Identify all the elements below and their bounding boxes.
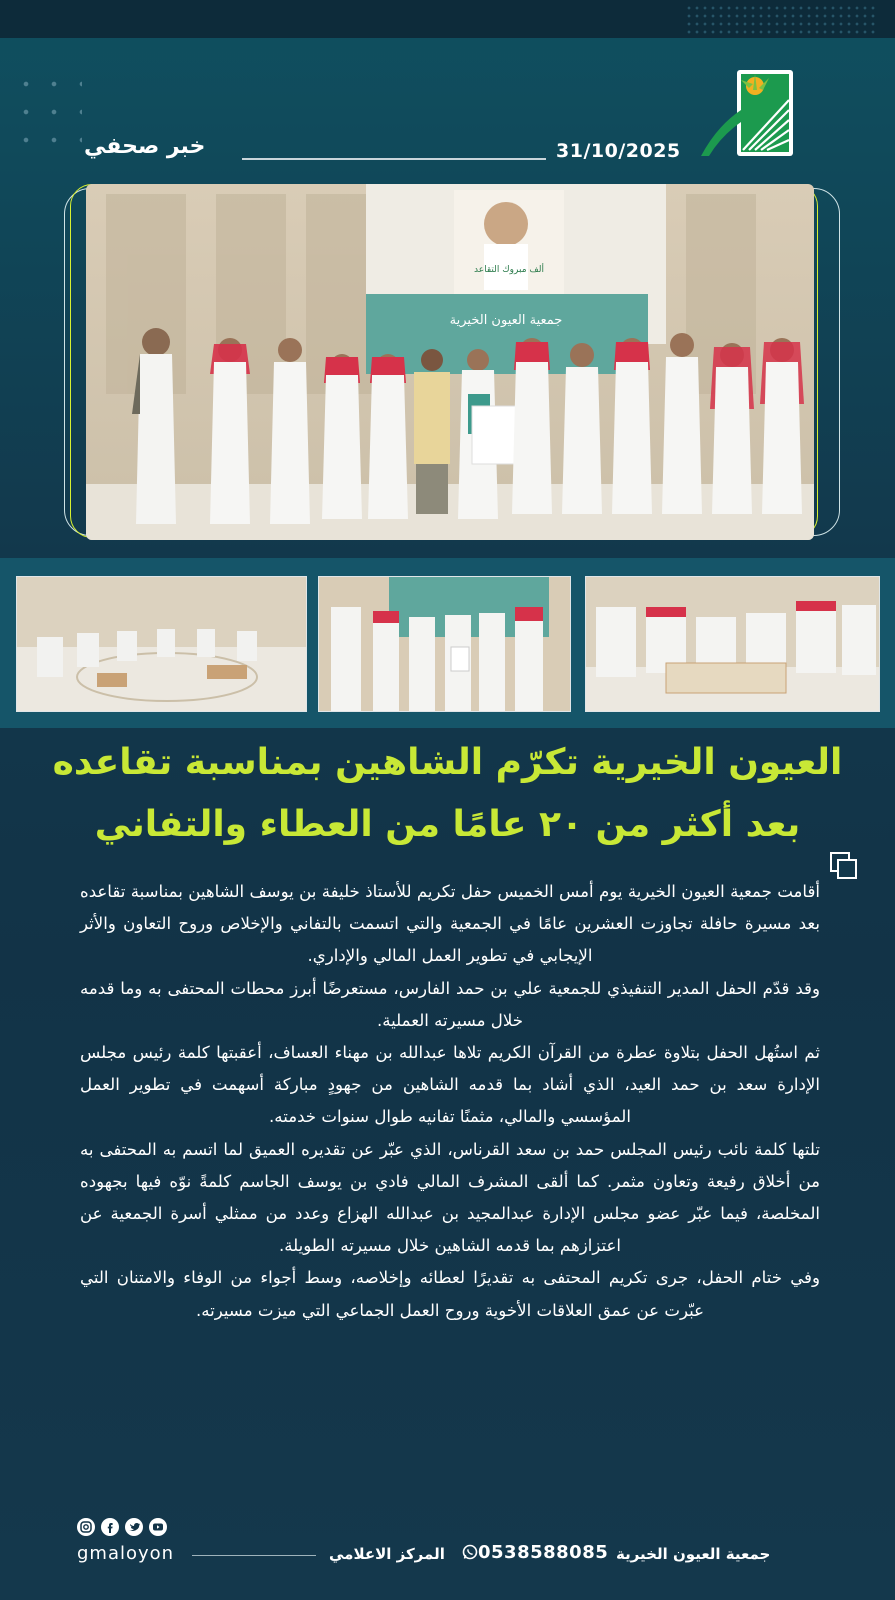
thumbnail-photo-2[interactable] xyxy=(318,576,571,712)
social-icons xyxy=(77,1518,167,1536)
media-center-label: المركز الاعلامي xyxy=(329,1545,445,1563)
decorative-dots xyxy=(12,70,82,160)
phone-number[interactable]: 0538588085 xyxy=(478,1542,609,1563)
facebook-icon[interactable] xyxy=(101,1518,119,1536)
youtube-icon[interactable] xyxy=(149,1518,167,1536)
publish-date: 31/10/2025 xyxy=(556,140,681,162)
social-handle: gmaloyon xyxy=(77,1543,175,1564)
whatsapp-icon xyxy=(462,1544,478,1560)
headline-line-2: بعد أكثر من ٢٠ عامًا من العطاء والتفاني xyxy=(94,804,801,845)
paragraph: ثم استُهل الحفل بتلاوة عطرة من القرآن الكريم تلاها عبدالله بن مهناء العساف، أعقبتها كلمة رئيس مجلس الإدارة سعد بن حمد العيد، الذي أشاد بما قدمه الشاهين من جهودٍ مباركة أسهمت في تطوير العمل المؤسسي والمالي، مثمنًا تفانيه طوال سنوات خدمته. xyxy=(80,1043,820,1127)
paragraph: تلتها كلمة نائب رئيس المجلس حمد بن سعد القرناس، الذي عبّر عن تقديره العميق لما اتسم به المحتفى به من أخلاق رفيعة وتعاون مثمر. كما ألقى المشرف المالي فادي بن يوسف الجاسم كلمةً نوّه فيها بجهوده المخلصة، فيما عبّر عضو مجلس الإدارة عبدالمجيد بن عبدالله الهزاع وعدد من ممثلي أسرة الجمعية عن اعتزازهم بما قدمه الشاهين خلال مسيرته الطويلة. xyxy=(80,1139,820,1256)
banner-text: جمعية العيون الخيرية xyxy=(449,313,563,328)
paragraph: وفي ختام الحفل، جرى تكريم المحتفى به تقديرًا لعطائه وإخلاصه، وسط أجواء من الوفاء والامتنان التي عبّرت عن عمق العلاقات الأخوية وروح العمل الجماعي التي ميزت مسيرته. xyxy=(80,1268,820,1320)
divider xyxy=(192,1555,316,1556)
article-body xyxy=(80,876,820,1327)
copy-icon xyxy=(830,852,858,880)
divider xyxy=(242,158,546,160)
twitter-icon[interactable] xyxy=(125,1518,143,1536)
main-photo xyxy=(86,184,814,540)
charity-logo-icon xyxy=(697,66,797,162)
decorative-dots xyxy=(685,4,875,34)
group-photo-image xyxy=(86,184,814,540)
paragraph: وقد قدّم الحفل المدير التنفيذي للجمعية علي بن حمد الفارس، مستعرضًا أبرز محطات المحتفى به وما قدمه خلال مسيرته العملية. xyxy=(80,978,820,1030)
thumbnail-photo-3[interactable] xyxy=(585,576,880,712)
instagram-icon[interactable] xyxy=(77,1518,95,1536)
headline-line-1: العيون الخيرية تكرّم الشاهين بمناسبة تقاعده xyxy=(52,742,843,783)
poster-text: ألف مبروك التقاعد xyxy=(474,265,544,275)
organization-name: جمعية العيون الخيرية xyxy=(616,1545,771,1563)
section-label: خبر صحفي xyxy=(84,134,206,159)
paragraph: أقامت جمعية العيون الخيرية يوم أمس الخميس حفل تكريم للأستاذ خليفة بن يوسف الشاهين بمناسبة تقاعده بعد مسيرة حافلة تجاوزت العشرين عامًا في الجمعية والتي اتسمت بالتفاني والإخلاص وروح التعاون والأثر الإيجابي في تطوير العمل المالي والإداري. xyxy=(80,882,820,966)
thumbnail-photo-1[interactable] xyxy=(16,576,307,712)
